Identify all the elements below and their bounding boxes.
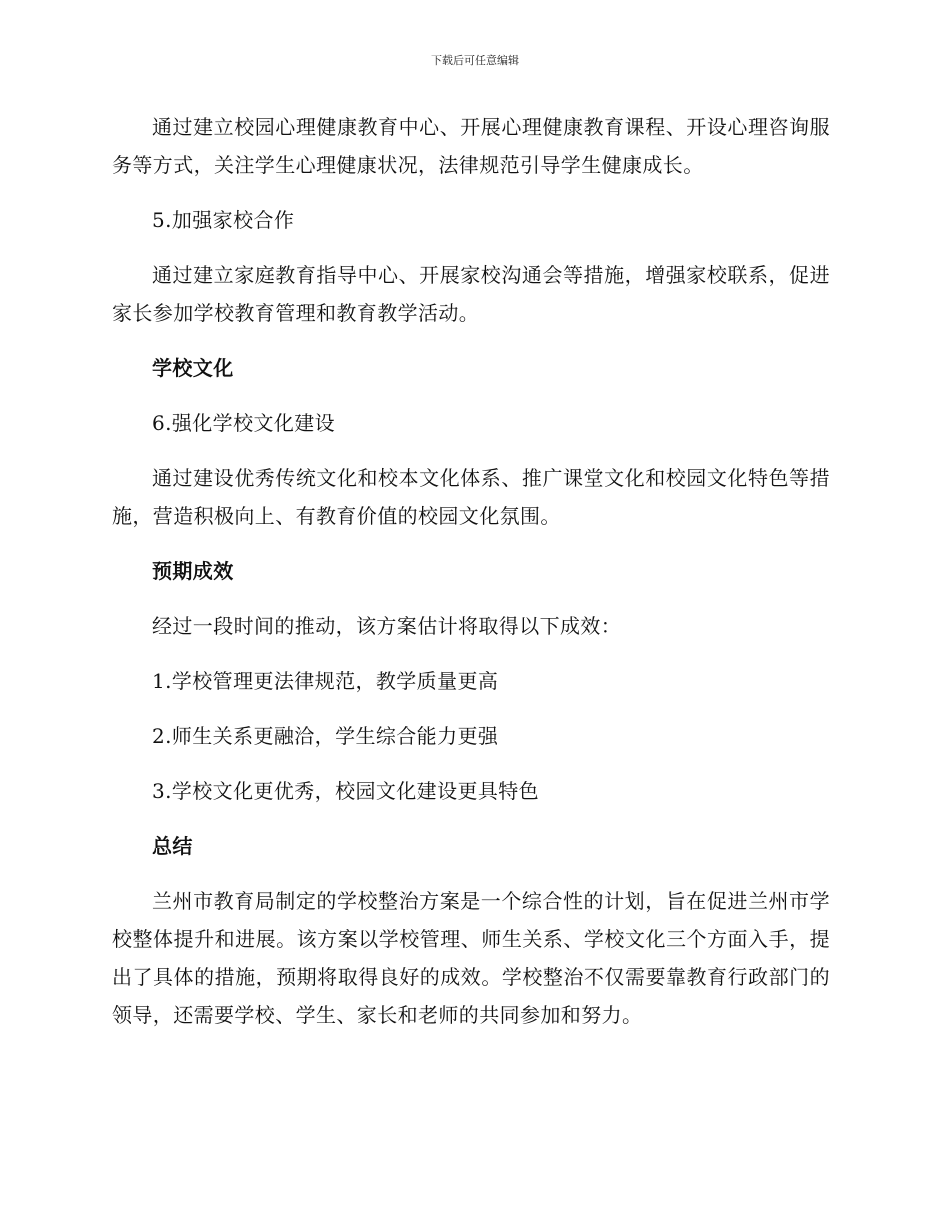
item-culture-building: 6.强化学校文化建设 [152, 411, 336, 435]
paragraph-effects-intro: 经过一段时间的推动，该方案估计将取得以下成效： [152, 614, 622, 638]
effect-item-2: 2.师生关系更融洽，学生综合能力更强 [152, 724, 499, 748]
document-body [112, 108, 830, 1051]
item-home-school-cooperation: 5.加强家校合作 [152, 208, 295, 232]
section-heading-expected-effects: 预期成效 [152, 559, 234, 583]
section-heading-school-culture: 学校文化 [152, 356, 234, 380]
paragraph-summary: 兰州市教育局制定的学校整治方案是一个综合性的计划，旨在促进兰州市学校整体提升和进展。该方案以学校管理、师生关系、学校文化三个方面入手，提出了具体的措施，预期将取得良好的成效。学校整治不仅需要靠教育行政部门的领导，还需要学校、学生、家长和老师的共同参加和努力。 [112, 889, 830, 1027]
effect-item-1: 1.学校管理更法律规范，教学质量更高 [152, 669, 499, 693]
page-header-note: 下载后可任意编辑 [431, 54, 519, 67]
paragraph-culture: 通过建设优秀传统文化和校本文化体系、推广课堂文化和校园文化特色等措施，营造积极向上、有教育价值的校园文化氛围。 [112, 466, 830, 528]
paragraph-home-school: 通过建立家庭教育指导中心、开展家校沟通会等措施，增强家校联系，促进家长参加学校教育管理和教育教学活动。 [112, 263, 830, 325]
section-heading-summary: 总结 [152, 834, 193, 858]
paragraph-mental-health: 通过建立校园心理健康教育中心、开展心理健康教育课程、开设心理咨询服务等方式，关注学生心理健康状况，法律规范引导学生健康成长。 [112, 115, 830, 177]
effect-item-3: 3.学校文化更优秀，校园文化建设更具特色 [152, 779, 540, 803]
